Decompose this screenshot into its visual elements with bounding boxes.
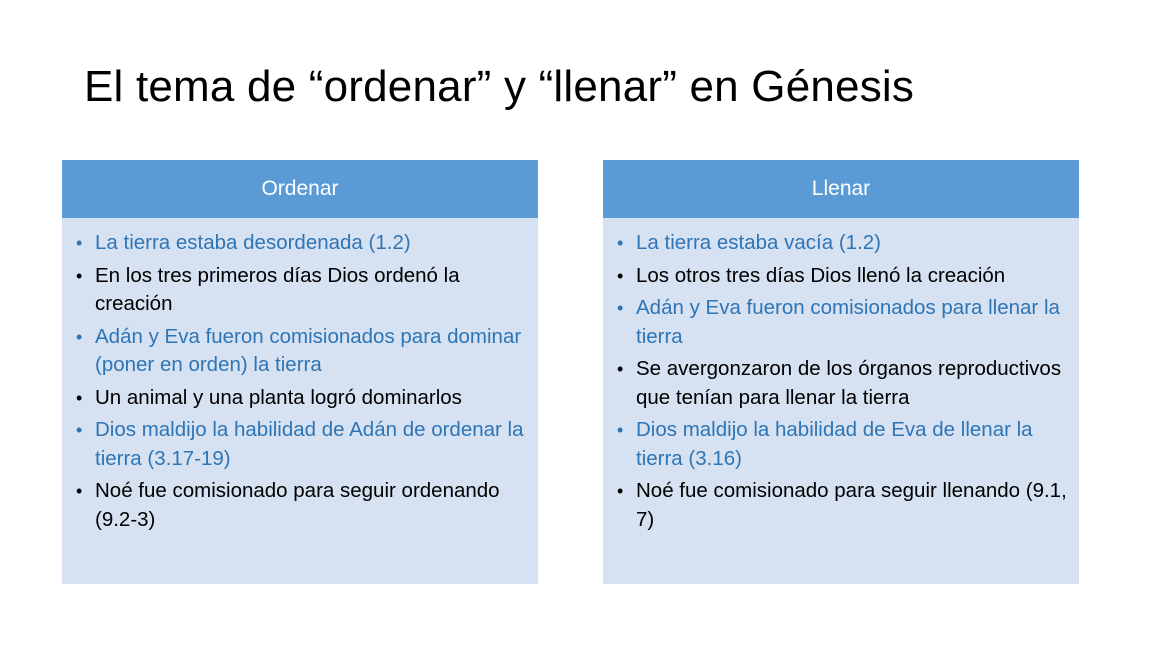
ordenar-header: Ordenar <box>62 160 538 218</box>
list-item <box>617 477 1069 534</box>
list-item <box>76 323 528 380</box>
list-item <box>617 416 1069 473</box>
ordenar-list <box>62 218 538 534</box>
bullet-icon: • <box>76 265 83 286</box>
list-item <box>617 229 1069 258</box>
list-item <box>617 262 1069 291</box>
ordenar-panel <box>62 160 538 584</box>
list-item-text: Dios maldijo la habilidad de Adán de ordenar la tierra (3.17-19) <box>95 418 524 470</box>
bullet-icon: • <box>76 387 83 408</box>
list-item <box>76 262 528 319</box>
bullet-icon: • <box>76 233 83 253</box>
bullet-icon: • <box>617 298 624 318</box>
list-item-text: Dios maldijo la habilidad de Eva de llenar la tierra (3.16) <box>636 418 1033 470</box>
bullet-icon: • <box>76 326 83 347</box>
list-item-text: Noé fue comisionado para seguir llenando (9.1, 7) <box>636 479 1067 531</box>
bullet-icon: • <box>617 359 624 379</box>
slide-title: El tema de “ordenar” y “llenar” en Génesis <box>84 62 915 111</box>
bullet-icon: • <box>76 481 83 501</box>
list-item-text: Se avergonzaron de los órganos reproductivos que tenían para llenar la tierra <box>636 357 1062 409</box>
llenar-header: Llenar <box>603 160 1079 218</box>
llenar-list <box>603 218 1079 534</box>
list-item <box>617 294 1069 351</box>
bullet-icon: • <box>617 233 624 253</box>
bullet-icon: • <box>617 420 624 440</box>
list-item-text: Los otros tres días Dios llenó la creación <box>636 263 1006 287</box>
list-item <box>76 416 528 473</box>
bullet-icon: • <box>617 265 624 286</box>
list-item <box>76 229 528 258</box>
list-item-text: Adán y Eva fueron comisionados para llenar la tierra <box>636 296 1060 348</box>
list-item-text: La tierra estaba desordenada (1.2) <box>95 231 411 254</box>
bullet-icon: • <box>76 420 83 440</box>
list-item-text: Adán y Eva fueron comisionados para dominar (poner en orden) la tierra <box>95 324 522 376</box>
list-item <box>617 355 1069 412</box>
bullet-icon: • <box>617 481 624 501</box>
list-item <box>76 477 528 534</box>
llenar-panel <box>603 160 1079 584</box>
list-item-text: La tierra estaba vacía (1.2) <box>636 231 881 254</box>
list-item <box>76 384 528 413</box>
list-item-text: Noé fue comisionado para seguir ordenando (9.2-3) <box>95 479 500 531</box>
list-item-text: En los tres primeros días Dios ordenó la creación <box>95 263 460 315</box>
list-item-text: Un animal y una planta logró dominarlos <box>95 385 462 409</box>
